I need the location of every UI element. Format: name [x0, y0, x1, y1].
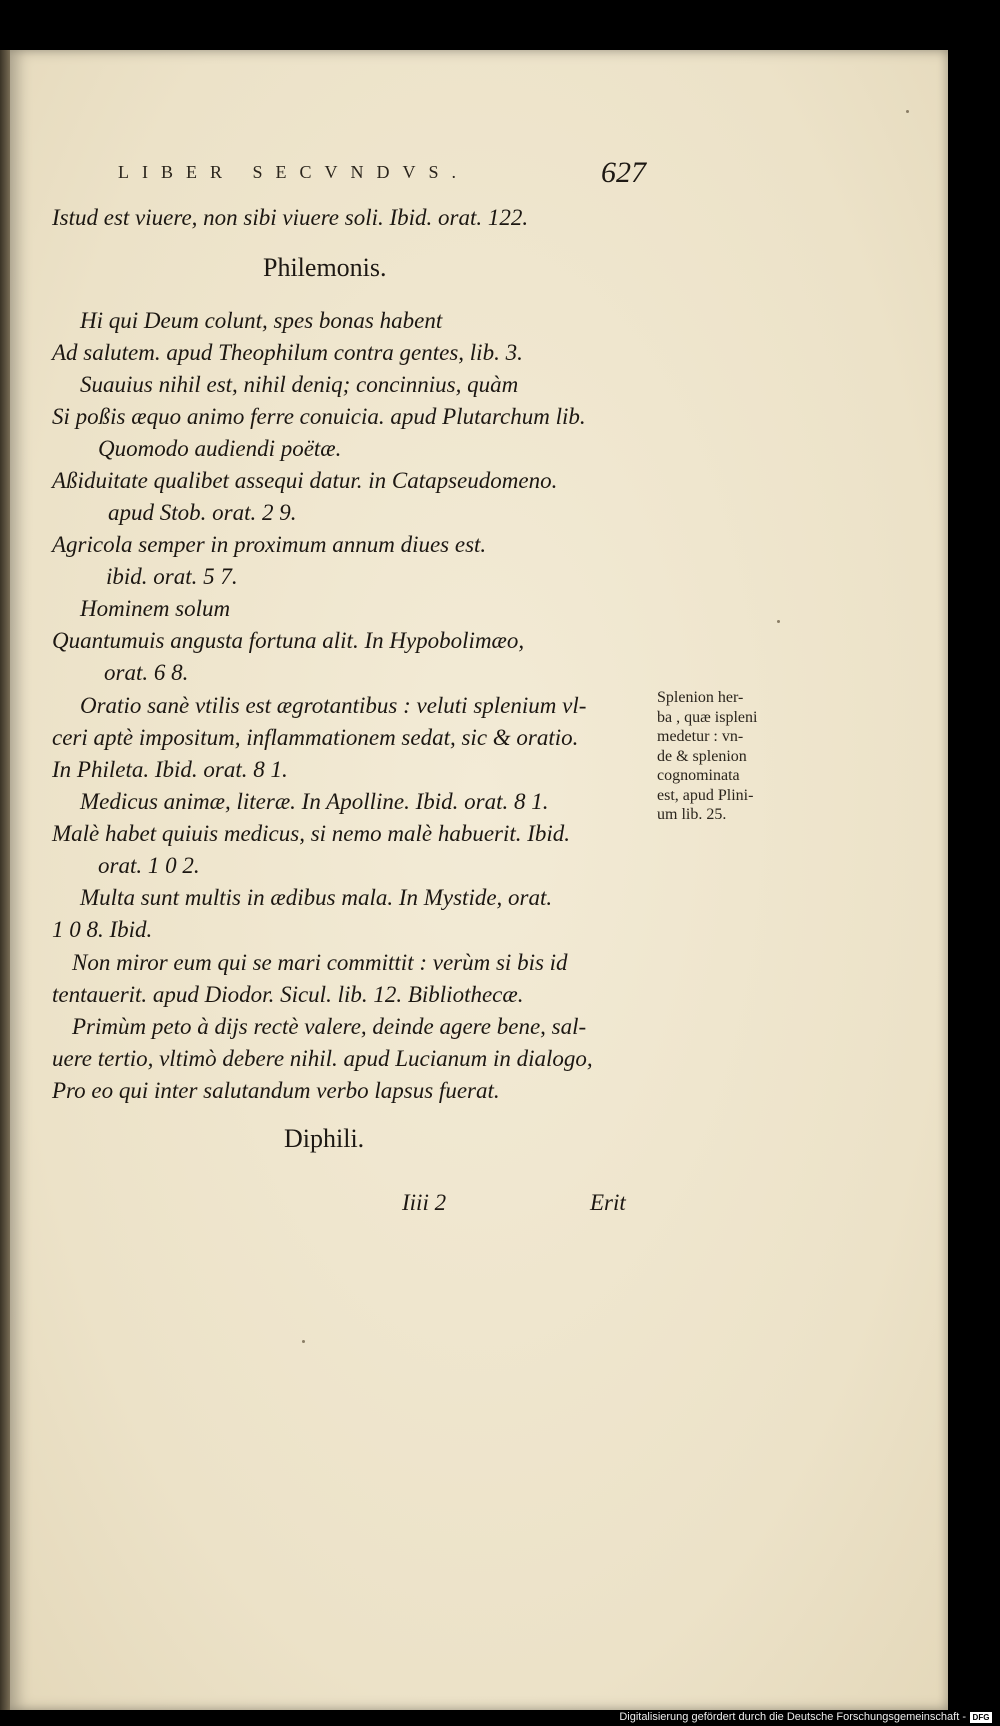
marginal-note-line: Splenion her-: [657, 689, 744, 706]
text-line: Non miror eum qui se mari committit : verùm si bis id: [72, 950, 568, 975]
text-line: Istud est viuere, non sibi viuere soli. Ibid. orat. 122.: [52, 205, 529, 230]
text-line: Hi qui Deum colunt, spes bonas habent: [80, 308, 443, 333]
marginal-note-line: est, apud Plini-: [657, 786, 754, 804]
text-line: Medicus animæ, literæ. In Apolline. Ibid. orat. 8 1.: [80, 789, 549, 814]
text-line: orat. 6 8.: [104, 660, 189, 685]
text-line: Si poßis æquo animo ferre conuicia. apud Plutarchum lib.: [52, 404, 586, 429]
text-line: Agricola semper in proximum annum diues est.: [52, 532, 487, 557]
text-line: Suauius nihil est, nihil deniq; concinnius, quàm: [80, 372, 519, 397]
footer-bar: [0, 1710, 1000, 1726]
marginal-note: [657, 688, 789, 825]
text-line: apud Stob. orat. 2 9.: [108, 500, 297, 525]
text-line: Quantumuis angusta fortuna alit. In Hypobolimæo,: [52, 628, 525, 653]
text-line: In Phileta. Ibid. orat. 8 1.: [52, 757, 288, 782]
signature-mark: Iiii 2: [402, 1190, 447, 1215]
text-line: Pro eo qui inter salutandum verbo lapsus fuerat.: [52, 1078, 500, 1103]
catchword: Erit: [590, 1190, 626, 1215]
text-line: Oratio sanè vtilis est ægrotantibus : veluti splenium vl-: [80, 693, 587, 718]
section-heading-diphili: Diphili.: [284, 1124, 365, 1153]
text-line: uere tertio, vltimò debere nihil. apud Lucianum in dialogo,: [52, 1046, 593, 1071]
book-page: [10, 50, 948, 1710]
dfg-logo-icon: DFG: [970, 1712, 992, 1723]
marginal-note-line: medetur : vn-: [657, 728, 744, 745]
section-heading-philemonis: Philemonis.: [263, 253, 387, 282]
digitization-credit: Digitalisierung gefördert durch die Deutsche Forschungsgemeinschaft -: [619, 1711, 966, 1723]
marginal-note-line: um lib. 25.: [657, 806, 727, 823]
marginal-note-line: cognominata: [657, 767, 740, 784]
text-line: Multa sunt multis in ædibus mala. In Mystide, orat.: [80, 885, 553, 910]
text-line: Primùm peto à dijs rectè valere, deinde agere bene, sal-: [72, 1014, 587, 1039]
paper-speck: [906, 110, 909, 113]
marginal-note-line: ba , quæ ispleni: [657, 708, 758, 726]
text-line: ibid. orat. 5 7.: [106, 564, 238, 589]
text-line: tentauerit. apud Diodor. Sicul. lib. 12. Bibliothecæ.: [52, 982, 524, 1007]
page-number: 627: [601, 156, 646, 189]
text-line: Hominem solum: [80, 596, 231, 621]
text-line: ceri aptè impositum, inflammationem sedat, sic & oratio.: [52, 725, 579, 750]
running-title: LIBER SECVNDVS.: [118, 162, 470, 182]
text-line: Ad salutem. apud Theophilum contra gentes, lib. 3.: [52, 340, 523, 365]
text-line: Malè habet quiuis medicus, si nemo malè habuerit. Ibid.: [52, 821, 571, 846]
text-line: 1 0 8. Ibid.: [52, 917, 153, 942]
paper-speck: [302, 1340, 305, 1343]
text-line: Quomodo audiendi poëtæ.: [98, 436, 342, 461]
paper-speck: [777, 620, 780, 623]
text-line: Aßiduitate qualibet assequi datur. in Catapseudomeno.: [52, 468, 558, 493]
text-line: orat. 1 0 2.: [98, 853, 200, 878]
marginal-note-line: de & splenion: [657, 747, 747, 765]
